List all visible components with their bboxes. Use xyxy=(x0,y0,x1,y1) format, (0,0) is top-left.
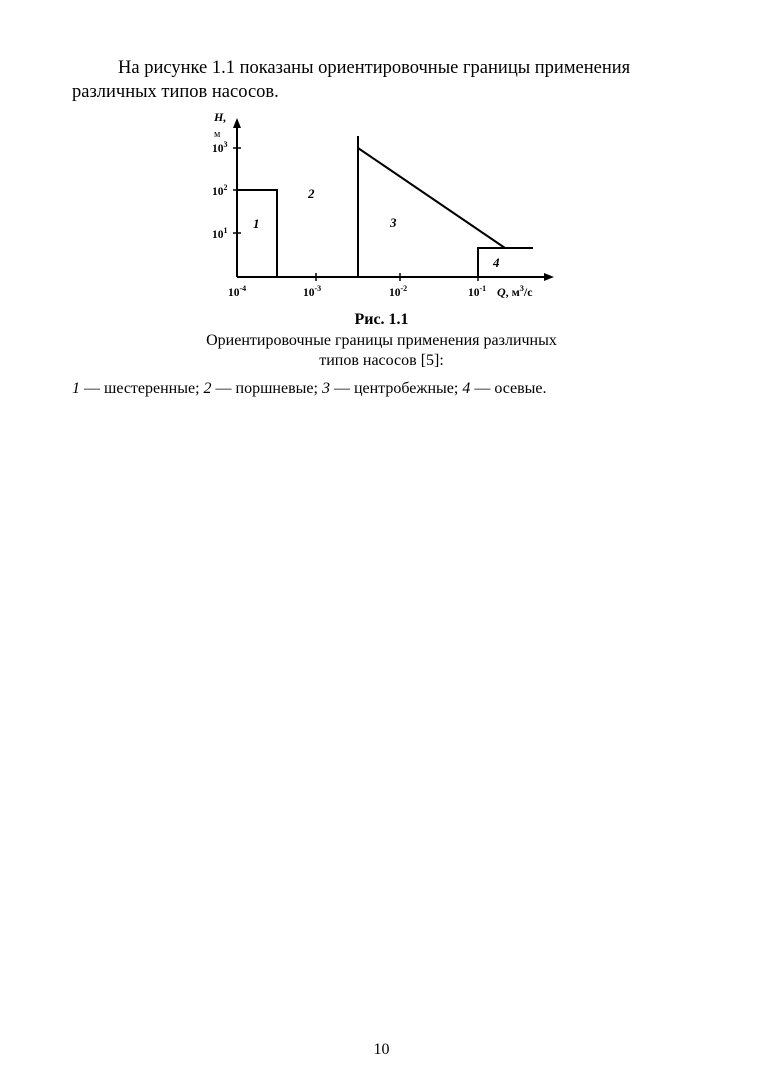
region-label-2: 2 xyxy=(308,186,315,201)
legend-text-2: — поршневые; xyxy=(211,380,322,397)
legend-num-4: 4 xyxy=(462,380,471,397)
y-axis-arrow xyxy=(233,118,241,128)
legend-num-1: 1 xyxy=(72,380,80,397)
legend-text-3: — центробежные; xyxy=(329,380,463,397)
region-label-3: 3 xyxy=(390,215,397,230)
y-tick-label-3: $10^3$ xyxy=(212,140,228,155)
figure-caption-line-1: Ориентировочные границы применения различных xyxy=(206,332,557,349)
figure-caption-line-2: типов насосов [5]: xyxy=(319,352,444,369)
page-number: 10 xyxy=(373,1041,390,1058)
region-3-diagonal-boundary xyxy=(358,148,505,248)
y-axis-label: H, xyxy=(214,110,227,124)
intro-paragraph-text: На рисунке 1.1 показаны ориентировочные границы применения различных типов насосов. xyxy=(72,58,631,102)
legend-text-1: — шестеренные; xyxy=(80,380,204,397)
pump-chart xyxy=(0,0,763,310)
region-label-4: 4 xyxy=(493,255,500,270)
x-tick-label-3: $10^{-2}$ xyxy=(389,284,408,299)
region-1-boundary xyxy=(237,190,277,277)
legend-num-2: 2 xyxy=(203,380,212,397)
y-axis-unit: м xyxy=(214,129,221,140)
region-label-1: 1 xyxy=(253,216,260,231)
x-axis-label: Q, $м^3/с$ xyxy=(497,284,533,299)
figure-title: Рис. 1.1 xyxy=(354,311,409,328)
x-tick-label-2: $10^{-3}$ xyxy=(303,284,322,299)
x-tick-label-1: $10^{-4}$ xyxy=(228,284,247,299)
x-tick-label-4: $10^{-1}$ xyxy=(468,284,487,299)
y-tick-label-1: $10^1$ xyxy=(212,226,228,241)
figure-legend xyxy=(72,380,712,398)
region-4-boundary xyxy=(478,248,533,277)
y-tick-label-2: $10^2$ xyxy=(212,183,228,198)
legend-num-3: 3 xyxy=(321,380,330,397)
legend-text-4: — осевые. xyxy=(470,380,547,397)
x-axis-arrow xyxy=(544,273,554,281)
